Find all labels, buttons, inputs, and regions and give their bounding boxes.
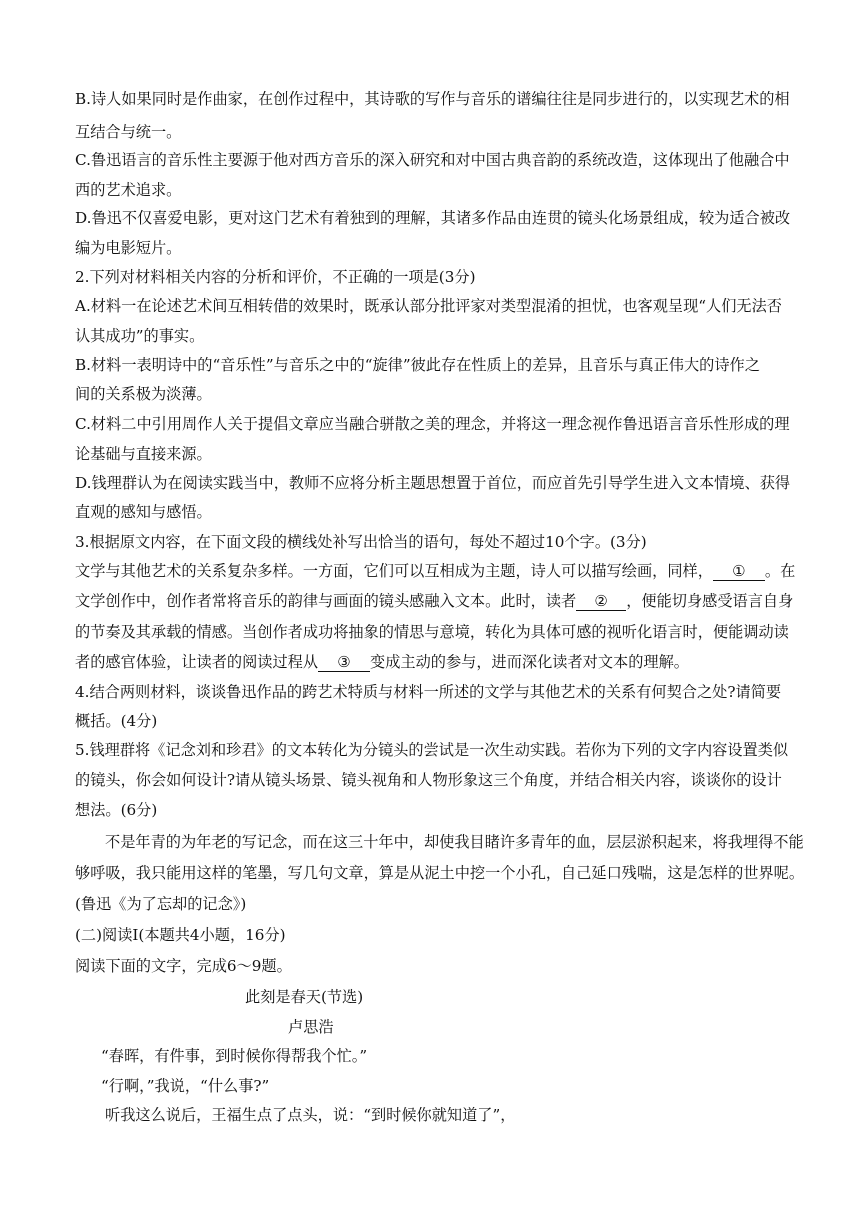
q3-text-4b: 变成主动的参与，进而深化读者对文本的理解。 — [370, 653, 689, 671]
q3-text-1a: 文学与其他艺术的关系复杂多样。一方面，它们可以互相成为主题，诗人可以描写绘画，同样， — [75, 562, 713, 580]
q1-option-d-line1: D.鲁迅不仅喜爱电影，更对这门艺术有着独到的理解，其诸多作品由连贯的镜头化场景组成，较为适合被改 — [75, 209, 791, 227]
q5-line1: 5.钱理群将《记念刘和珍君》的文本转化为分镜头的尝试是一次生动实践。若你为下列的文字内容设置类似 — [75, 741, 789, 759]
q3-text-2b: ，便能切身感受语言自身 — [626, 592, 794, 610]
q3-passage-line2 — [75, 591, 805, 611]
q3-stem: 3.根据原文内容，在下面文段的横线处补写出恰当的语句，每处不超过10个字。(3分) — [75, 533, 647, 551]
q5-line3: 想法。(6分) — [75, 801, 158, 819]
q1-option-c-line2: 西的艺术追求。 — [75, 181, 182, 199]
quote-source: (鲁迅《为了忘却的记念》) — [75, 895, 247, 913]
q2-option-a-line1: A.材料一在论述艺术间互相转借的效果时，既承认部分批评家对类型混淆的担忧，也客观呈现“人们无法否 — [75, 297, 782, 315]
quote-line1: 不是年青的为年老的写记念，而在这三十年中，却使我目睹许多青年的血，层层淤积起来，将我埋得不能 — [105, 833, 804, 851]
story-paragraph-1: “春晖，有件事，到时候你得帮我个忙。” — [101, 1047, 368, 1065]
answer-blank-2[interactable]: ② — [576, 592, 626, 611]
q3-text-4a: 者的感官体验，让读者的阅读过程从 — [75, 653, 318, 671]
q3-text-2a: 文学创作中，创作者常将音乐的韵律与画面的镜头感融入文本。此时，读者 — [75, 592, 577, 610]
q3-passage-line3: 的节奏及其承载的情感。当创作者成功将抽象的情思与意境，转化为具体可感的视听化语言时，便能调动读 — [75, 623, 789, 641]
q2-option-d-line2: 直观的感知与感悟。 — [75, 503, 212, 521]
story-title: 此刻是春天(节选) — [245, 988, 364, 1006]
story-author: 卢思浩 — [288, 1018, 334, 1036]
q2-option-c-line2: 论基础与直接来源。 — [75, 445, 212, 463]
quote-line2: 够呼吸，我只能用这样的笔墨，写几句文章，算是从泥土中挖一个小孔，自己延口残喘，这是怎样的世界呢。 — [75, 864, 804, 882]
q2-option-d-line1: D.钱理群认为在阅读实践当中，教师不应将分析主题思想置于首位，而应首先引导学生进入文本情境、获得 — [75, 474, 791, 492]
section-heading: (二)阅读Ⅰ(本题共4小题，16分) — [75, 926, 286, 944]
q4-line1: 4.结合两则材料，谈谈鲁迅作品的跨艺术特质与材料一所述的文学与其他艺术的关系有何契合之处?请简要 — [75, 683, 782, 701]
q3-passage-line4 — [75, 652, 805, 672]
section-instruction: 阅读下面的文字，完成6～9题。 — [75, 957, 292, 975]
q1-option-b-line2: 互结合与统一。 — [75, 123, 182, 141]
q2-option-b-line2: 间的关系极为淡薄。 — [75, 385, 212, 403]
q1-option-c-line1: C.鲁迅语言的音乐性主要源于他对西方音乐的深入研究和对中国古典音韵的系统改造，这体现出了他融合中 — [75, 151, 790, 169]
q5-line2: 的镜头，你会如何设计?请从镜头场景、镜头视角和人物形象这三个角度，并结合相关内容，谈谈你的设计 — [75, 771, 782, 789]
q3-text-1b: 。在 — [764, 562, 796, 580]
answer-blank-3[interactable]: ③ — [318, 653, 370, 672]
q2-option-b-line1: B.材料一表明诗中的“音乐性”与音乐之中的“旋律”彼此存在性质上的差异，且音乐与真正伟大的诗作之 — [75, 356, 760, 374]
q2-stem: 2.下列对材料相关内容的分析和评价，不正确的一项是(3分) — [75, 268, 476, 286]
story-paragraph-2: “行啊，”我说，“什么事?” — [101, 1077, 270, 1095]
story-paragraph-3: 听我这么说后，王福生点了点头，说：“到时候你就知道了”， — [105, 1106, 516, 1124]
q1-option-d-line2: 编为电影短片。 — [75, 239, 182, 257]
answer-blank-1[interactable]: ① — [713, 562, 765, 581]
q1-option-b-line1: B.诗人如果同时是作曲家，在创作过程中，其诗歌的写作与音乐的谱编往往是同步进行的，以实现艺术的相 — [75, 90, 790, 108]
q4-line2: 概括。(4分) — [75, 712, 158, 730]
q3-passage-line1 — [75, 561, 805, 581]
q2-option-c-line1: C.材料二中引用周作人关于提倡文章应当融合骈散之美的理念，并将这一理念视作鲁迅语言音乐性形成的理 — [75, 415, 790, 433]
q2-option-a-line2: 认其成功”的事实。 — [75, 327, 205, 345]
